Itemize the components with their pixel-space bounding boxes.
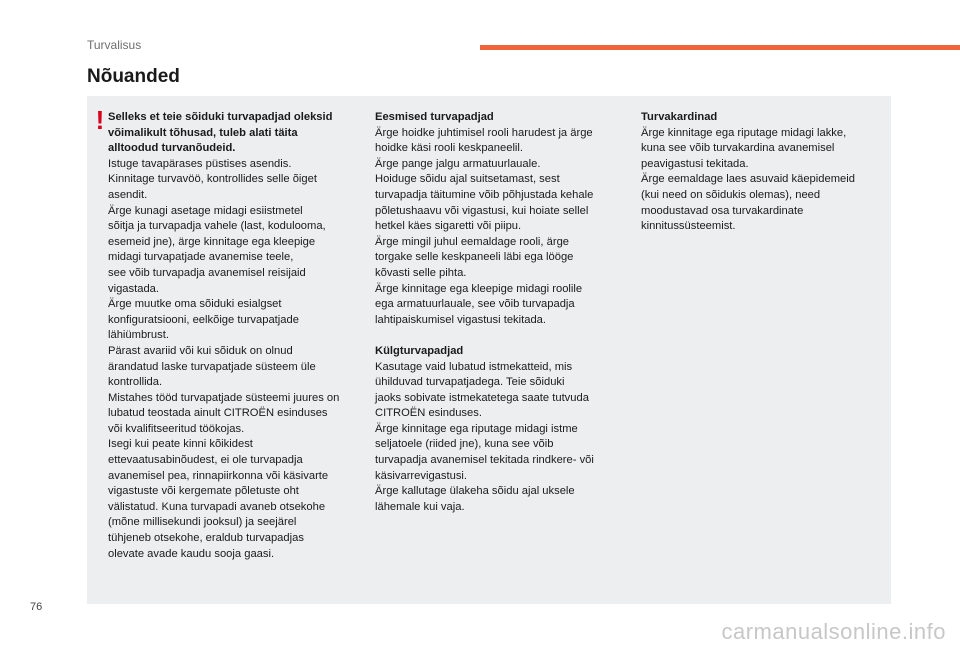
- safety-rules-line: vigastuste või kergemate põletuste oht: [108, 485, 299, 498]
- front-airbags-body: [375, 126, 620, 329]
- column-curtain-airbags: [641, 110, 886, 235]
- front-airbags-heading: Eesmised turvapadjad: [375, 111, 494, 123]
- curtain-airbags-heading: Turvakardinad: [641, 111, 718, 123]
- safety-rules-line: vigastada.: [108, 282, 159, 295]
- safety-rules-line: Mistahes tööd turvapatjade süsteemi juures on: [108, 391, 340, 404]
- safety-rules-line: olevate avade kaudu sooja gaasi.: [108, 547, 275, 560]
- front-airbags-line: põletushaavu või vigastusi, kui hoiate sellel: [375, 204, 589, 217]
- column-safety-rules: [108, 110, 358, 562]
- side-airbags-line: Kasutage vaid lubatud istmekatteid, mis: [375, 360, 573, 373]
- accent-bar: [480, 45, 960, 50]
- safety-rules-line: avanemisel pea, rinnapiirkonna või käsivarte: [108, 469, 329, 482]
- side-airbags-line: jaoks sobivate istmekatetega saate tutvuda: [375, 391, 589, 404]
- front-airbags-line: lahtipaiskumisel vigastusi tekitada.: [375, 313, 547, 326]
- safety-rules-line: Istuge tavapärases püstises asendis.: [108, 157, 292, 170]
- front-airbags-line: turvapadja täitumine võib põhjustada kehale: [375, 188, 594, 201]
- side-airbags-line: seljatoele (riided jne), kuna see võib: [375, 438, 554, 451]
- page-title: Nõuanded: [87, 66, 180, 87]
- safety-rules-heading-line: alltoodud turvanõudeid.: [108, 142, 236, 155]
- safety-rules-line: kontrollida.: [108, 376, 163, 389]
- safety-rules-line: midagi turvapatjade avanemise teele,: [108, 251, 294, 264]
- safety-rules-line: Ärge muutke oma sõiduki esialgset: [108, 298, 282, 311]
- safety-rules-line: see võib turvapadja avanemisel reisijaid: [108, 266, 306, 279]
- front-airbags-line: Ärge kinnitage ega kleepige midagi roolile: [375, 282, 583, 295]
- section-label: Turvalisus: [87, 38, 142, 52]
- curtain-airbags-line: Ärge kinnitage ega riputage midagi lakke,: [641, 126, 847, 139]
- curtain-airbags-line: (kui need on sõidukis olemas), need: [641, 188, 821, 201]
- curtain-airbags-line: peavigastusi tekitada.: [641, 157, 749, 170]
- safety-rules-line: asendit.: [108, 188, 148, 201]
- safety-rules-line: Pärast avariid või kui sõiduk on olnud: [108, 344, 293, 357]
- front-airbags-line: ega armatuurlauale, see võib turvapadja: [375, 298, 575, 311]
- safety-rules-line: või kvalifitseeritud töökojas.: [108, 422, 245, 435]
- front-airbags-line: Ärge hoidke juhtimisel rooli harudest ja ärge: [375, 126, 593, 139]
- column-safety-rules-body: [108, 157, 358, 562]
- column-front-side-airbags: [375, 110, 620, 515]
- safety-rules-line: konfiguratsiooni, eelkõige turvapatjade: [108, 313, 299, 326]
- side-airbags-line: lähemale kui vaja.: [375, 500, 465, 513]
- front-airbags-line: hoidke käsi rooli keskpaneelil.: [375, 142, 524, 155]
- side-airbags-line: turvapadja avanemisel tekitada rindkere- või: [375, 454, 594, 467]
- side-airbags-heading: Külgturvapadjad: [375, 344, 464, 357]
- column-safety-rules-heading: [108, 110, 358, 157]
- safety-rules-line: Ärge kunagi asetage midagi esiistmetel: [108, 204, 303, 217]
- safety-rules-heading-line: Selleks et teie sõiduki turvapadjad oleksid: [108, 111, 333, 123]
- front-airbags-line: Hoiduge sõidu ajal suitsetamast, sest: [375, 173, 560, 186]
- front-airbags-line: kõvasti selle pihta.: [375, 266, 467, 279]
- safety-rules-line: lähiümbrust.: [108, 329, 169, 342]
- curtain-airbags-body: [641, 126, 886, 235]
- safety-rules-line: (mõne millisekundi jooksul) ja seejärel: [108, 516, 297, 529]
- front-airbags-line: hetkel käes sigaretti või piipu.: [375, 220, 522, 233]
- safety-rules-line: Kinnitage turvavöö, kontrollides selle õiget: [108, 173, 317, 186]
- safety-rules-line: esemeid jne), ärge kinnitage ega kleepige: [108, 235, 316, 248]
- safety-rules-line: lubatud teostada ainult CITROËN esinduses: [108, 407, 328, 420]
- safety-rules-line: ettevaatusabinõudest, ei ole turvapadja: [108, 454, 303, 467]
- side-airbags-line: CITROËN esinduses.: [375, 407, 482, 420]
- safety-rules-line: ärandatud laske turvapatjade süsteem üle: [108, 360, 316, 373]
- front-airbags-line: Ärge mingil juhul eemaldage rooli, ärge: [375, 235, 570, 248]
- curtain-airbags-line: Ärge eemaldage laes asuvaid käepidemeid: [641, 173, 855, 186]
- safety-rules-heading-line: võimalikult tõhusad, tuleb alati täita: [108, 126, 298, 139]
- side-airbags-line: Ärge kallutage ülakeha sõidu ajal uksele: [375, 485, 575, 498]
- safety-rules-line: Isegi kui peate kinni kõikidest: [108, 438, 253, 451]
- side-airbags-line: Ärge kinnitage ega riputage midagi istme: [375, 422, 578, 435]
- curtain-airbags-line: moodustavad osa turvakardinate: [641, 204, 804, 217]
- watermark: carmanualsonline.info: [721, 619, 946, 644]
- safety-rules-line: välistatud. Kuna turvapadi avaneb otsekohe: [108, 500, 326, 513]
- side-airbags-body: [375, 360, 620, 516]
- curtain-airbags-line: kinnitussüsteemist.: [641, 220, 736, 233]
- safety-rules-line: tühjeneb otsekohe, eraldub turvapadjas: [108, 532, 304, 545]
- front-airbags-line: torgake selle keskpaneeli läbi ega lööge: [375, 251, 574, 264]
- side-airbags-line: käsivarrevigastusi.: [375, 469, 468, 482]
- warning-icon: !: [95, 105, 105, 135]
- front-airbags-line: Ärge pange jalgu armatuurlauale.: [375, 157, 541, 170]
- page-number: 76: [30, 601, 43, 613]
- side-airbags-line: ühilduvad turvapatjadega. Teie sõiduki: [375, 376, 565, 389]
- curtain-airbags-line: kuna see võib turvakardina avanemisel: [641, 142, 835, 155]
- safety-rules-line: sõitja ja turvapadja vahele (last, koduloomа,: [108, 220, 326, 233]
